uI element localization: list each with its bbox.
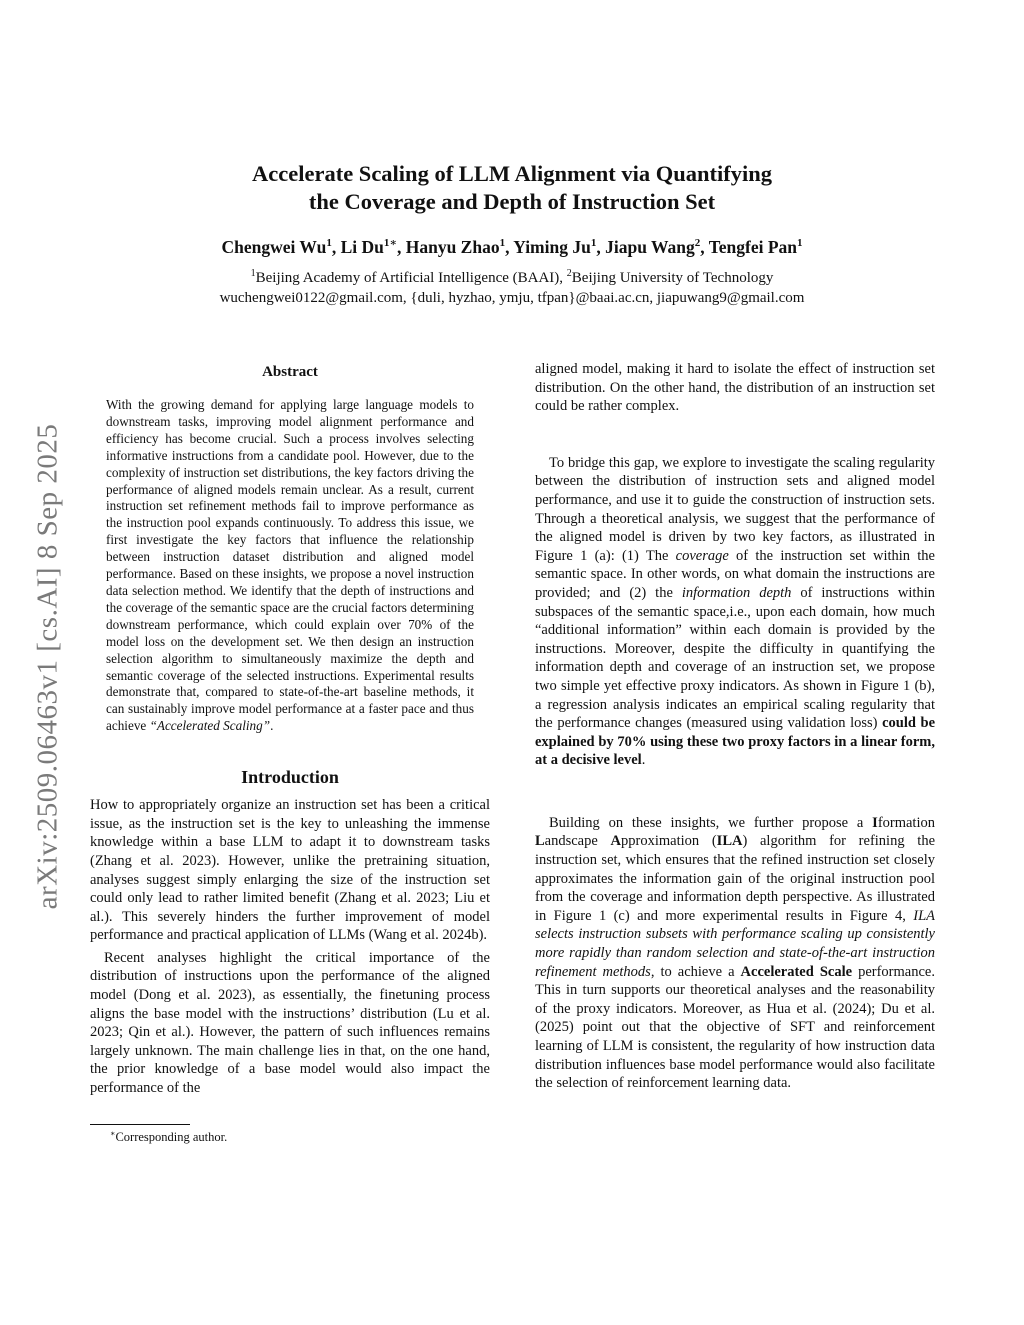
affiliation-mark: 2 bbox=[566, 268, 572, 279]
text-run: . bbox=[641, 752, 646, 769]
title-line-2: the Coverage and Depth of Instruction Set bbox=[308, 189, 716, 214]
author-affiliation-mark: 1 bbox=[326, 237, 332, 249]
emphasis-coverage: coverage bbox=[675, 547, 729, 564]
left-column bbox=[90, 364, 490, 1145]
text-run: formation bbox=[877, 814, 935, 831]
author-affiliation-mark: 1 bbox=[499, 237, 506, 249]
text-run: ) algorithm for refining the instruction set, which ensures that the refined instruction set closely approximates the information gain of the original instruction pool from the coverage and information depth perspective. As illustrated in Figure 1 (c) and more experimental results in Figure 4, bbox=[535, 833, 935, 924]
title-line-1: Accelerate Scaling of LLM Alignment via Quantifying bbox=[252, 161, 772, 186]
text-run: performance. This in turn supports our theoretical analyses and the reasonability of the proxy indicators. Moreover, as Hua et al. (2024); Du et al. (2025) point out that the objective of SFT and reinforcement learning of LLM is consistent, the regularity of how instruction data distribution influences base model performance would also facilitate the selection of reinforcement learning data. bbox=[535, 963, 935, 1092]
right-paragraph-2 bbox=[535, 454, 935, 770]
text-run: of the instruction set within the semantic space. In other words, on what domain the instructions are provided; and (2) the bbox=[535, 547, 935, 601]
abstract-body bbox=[106, 397, 474, 735]
bold-initial: A bbox=[610, 833, 621, 850]
emphasis-ila-result: ILA selects instruction subsets with performance scaling up consistently more rapidly than random selection and state-of-the-art instruction refinement methods bbox=[535, 907, 935, 980]
right-paragraph-1: aligned model, making it hard to isolate the effect of instruction set distribution. On the other hand, the distribution of an instruction set could be rather complex. bbox=[535, 361, 935, 415]
author-affiliation-mark: 1 bbox=[797, 237, 803, 249]
bold-finding: could be explained by 70% using these two proxy factors in a linear form, at a decisive level bbox=[535, 715, 936, 769]
author: Hanyu Zhao bbox=[405, 236, 500, 257]
affiliation-1: Beijing Academy of Artificial Intelligence (BAAI), bbox=[255, 270, 567, 286]
right-column bbox=[535, 360, 935, 1093]
footnote-text: Corresponding author. bbox=[115, 1129, 228, 1144]
abstract-text: With the growing demand for applying large language models to downstream tasks, improving model alignment performance and efficiency has become crucial. Such a process involves selecting informative instructions from a candidate pool. However, due to the complexity of instruction set distributions, the key factors driving the performance of aligned models remain unclear. As a result, current instruction set refinement methods fail to improve performance as the instruction pool expands continuously. To address this issue, we first investigate the key factors that influence the relationship between instruction dataset distribution and aligned model performance. Based on these insights, we propose a novel instruction data selection method. We identify that the depth of instructions and the coverage of the semantic space are the crucial factors determining downstream performance, which could explain over 70% of the model loss on the development set. We then design an instruction selection algorithm to simultaneously maximize the depth and semantic coverage of the selected instructions. Experimental results demonstrate that, compared to state-of-the-art baseline methods, it can sustainably improve model performance at a faster pace and thus achieve bbox=[106, 397, 474, 734]
author: Yiming Ju bbox=[513, 236, 591, 257]
author-affiliation-mark: 2 bbox=[694, 237, 701, 249]
text-run: andscape bbox=[544, 833, 611, 850]
intro-paragraph-1: How to appropriately organize an instruction set has been a critical issue, as the instruction set is the key to unleashing the immense knowledge within a base LLM to adapt it to downstream tasks (Zhang et al. 2023). However, unlike the pretraining situation, analyses suggest simply enlarging the size of the instruction set could only lead to rather limited benefit (Zhang et al. 2023; Liu et al.). This severely hinders the further improvement of model performance and practical application of LLMs (Wang et al. 2024b). bbox=[90, 797, 490, 944]
footnote-rule bbox=[90, 1124, 190, 1125]
bold-initial: L bbox=[535, 833, 545, 850]
paper-title bbox=[0, 160, 1024, 216]
text-run: , to achieve a bbox=[650, 963, 741, 980]
text-run: pproximation ( bbox=[621, 833, 717, 850]
affiliation-mark: 1 bbox=[250, 268, 256, 279]
author-list: Chengwei Wu$^1$, Li $Du^{1∗}$, Hanyu Zhao$^1$, Yiming Ju$^1$, Jiapu Wang$^2$, Tengfei Pan$^1$ bbox=[221, 236, 803, 257]
author: Chengwei Wu bbox=[221, 236, 327, 257]
affiliation-2: Beijing University of Technology bbox=[571, 270, 774, 286]
right-paragraph-3 bbox=[535, 814, 935, 1093]
emphasis-information-depth: information depth bbox=[681, 584, 792, 601]
author: Tengfei Pan bbox=[708, 236, 798, 257]
text-run: of instructions within subspaces of the semantic space,i.e., upon each domain, how much “additional information” within each domain is provided by the instructions. Moreover, despite the difficulty in quantifying the information depth and coverage of an instruction set, we propose two simple yet effective proxy indicators. As shown in Figure 1 (b), a regression analysis indicates an empirical scaling regularity that the performance changes (measured using validation loss) bbox=[535, 584, 935, 732]
author-emails: wuchengwei0122@gmail.com, {duli, hyzhao, ymju, tfpan}@baai.ac.cn, jiapuwang9@gmail.com bbox=[219, 290, 805, 306]
bold-initial: I bbox=[872, 814, 878, 831]
arxiv-identifier-text: arXiv:2509.06463v1 [cs.AI] 8 Sep 2025 bbox=[31, 423, 64, 909]
bold-accelerated-scale: Accelerated Scale bbox=[740, 963, 853, 980]
intro-paragraph-2: Recent analyses highlight the critical importance of the distribution of instructions upon the performance of the aligned model (Dong et al. 2023), as essentially, the finetuning process aligns the base model with the instructions’ distribution (Lu et al. 2023; Qin et al.). However, the pattern of such influences remains largely unknown. The main challenge lies in that, on the one hand, the prior knowledge of a base model would also impact the performance of the bbox=[90, 949, 490, 1097]
author-affiliation-mark: 1 bbox=[590, 237, 597, 249]
text-run: Building on these insights, we further propose a bbox=[549, 814, 873, 831]
abstract-period: . bbox=[270, 718, 274, 734]
introduction-heading: Introduction bbox=[241, 767, 339, 788]
author: Jiapu Wang bbox=[605, 236, 695, 257]
affiliations bbox=[0, 264, 1024, 308]
footnote-mark: ∗ bbox=[110, 1128, 116, 1138]
arxiv-identifier bbox=[28, 386, 68, 946]
affiliation-line bbox=[0, 264, 1024, 288]
bold-ila: ILA bbox=[716, 833, 743, 850]
text-run: To bridge this gap, we explore to investigate the scaling regularity between the distribution of instruction sets and aligned model performance, and use it to guide the construction of instruction sets. Through a theoretical analysis, we suggest that the performance of the aligned model is driven by two key factors, as illustrated in Figure 1 (a): (1) The bbox=[535, 454, 935, 564]
abstract-heading: Abstract bbox=[262, 364, 318, 380]
footnote bbox=[90, 1129, 490, 1145]
author: Li Du bbox=[340, 236, 384, 257]
author-affiliation-mark: 1∗ bbox=[383, 237, 397, 249]
abstract-emphasis: “Accelerated Scaling” bbox=[149, 718, 271, 734]
